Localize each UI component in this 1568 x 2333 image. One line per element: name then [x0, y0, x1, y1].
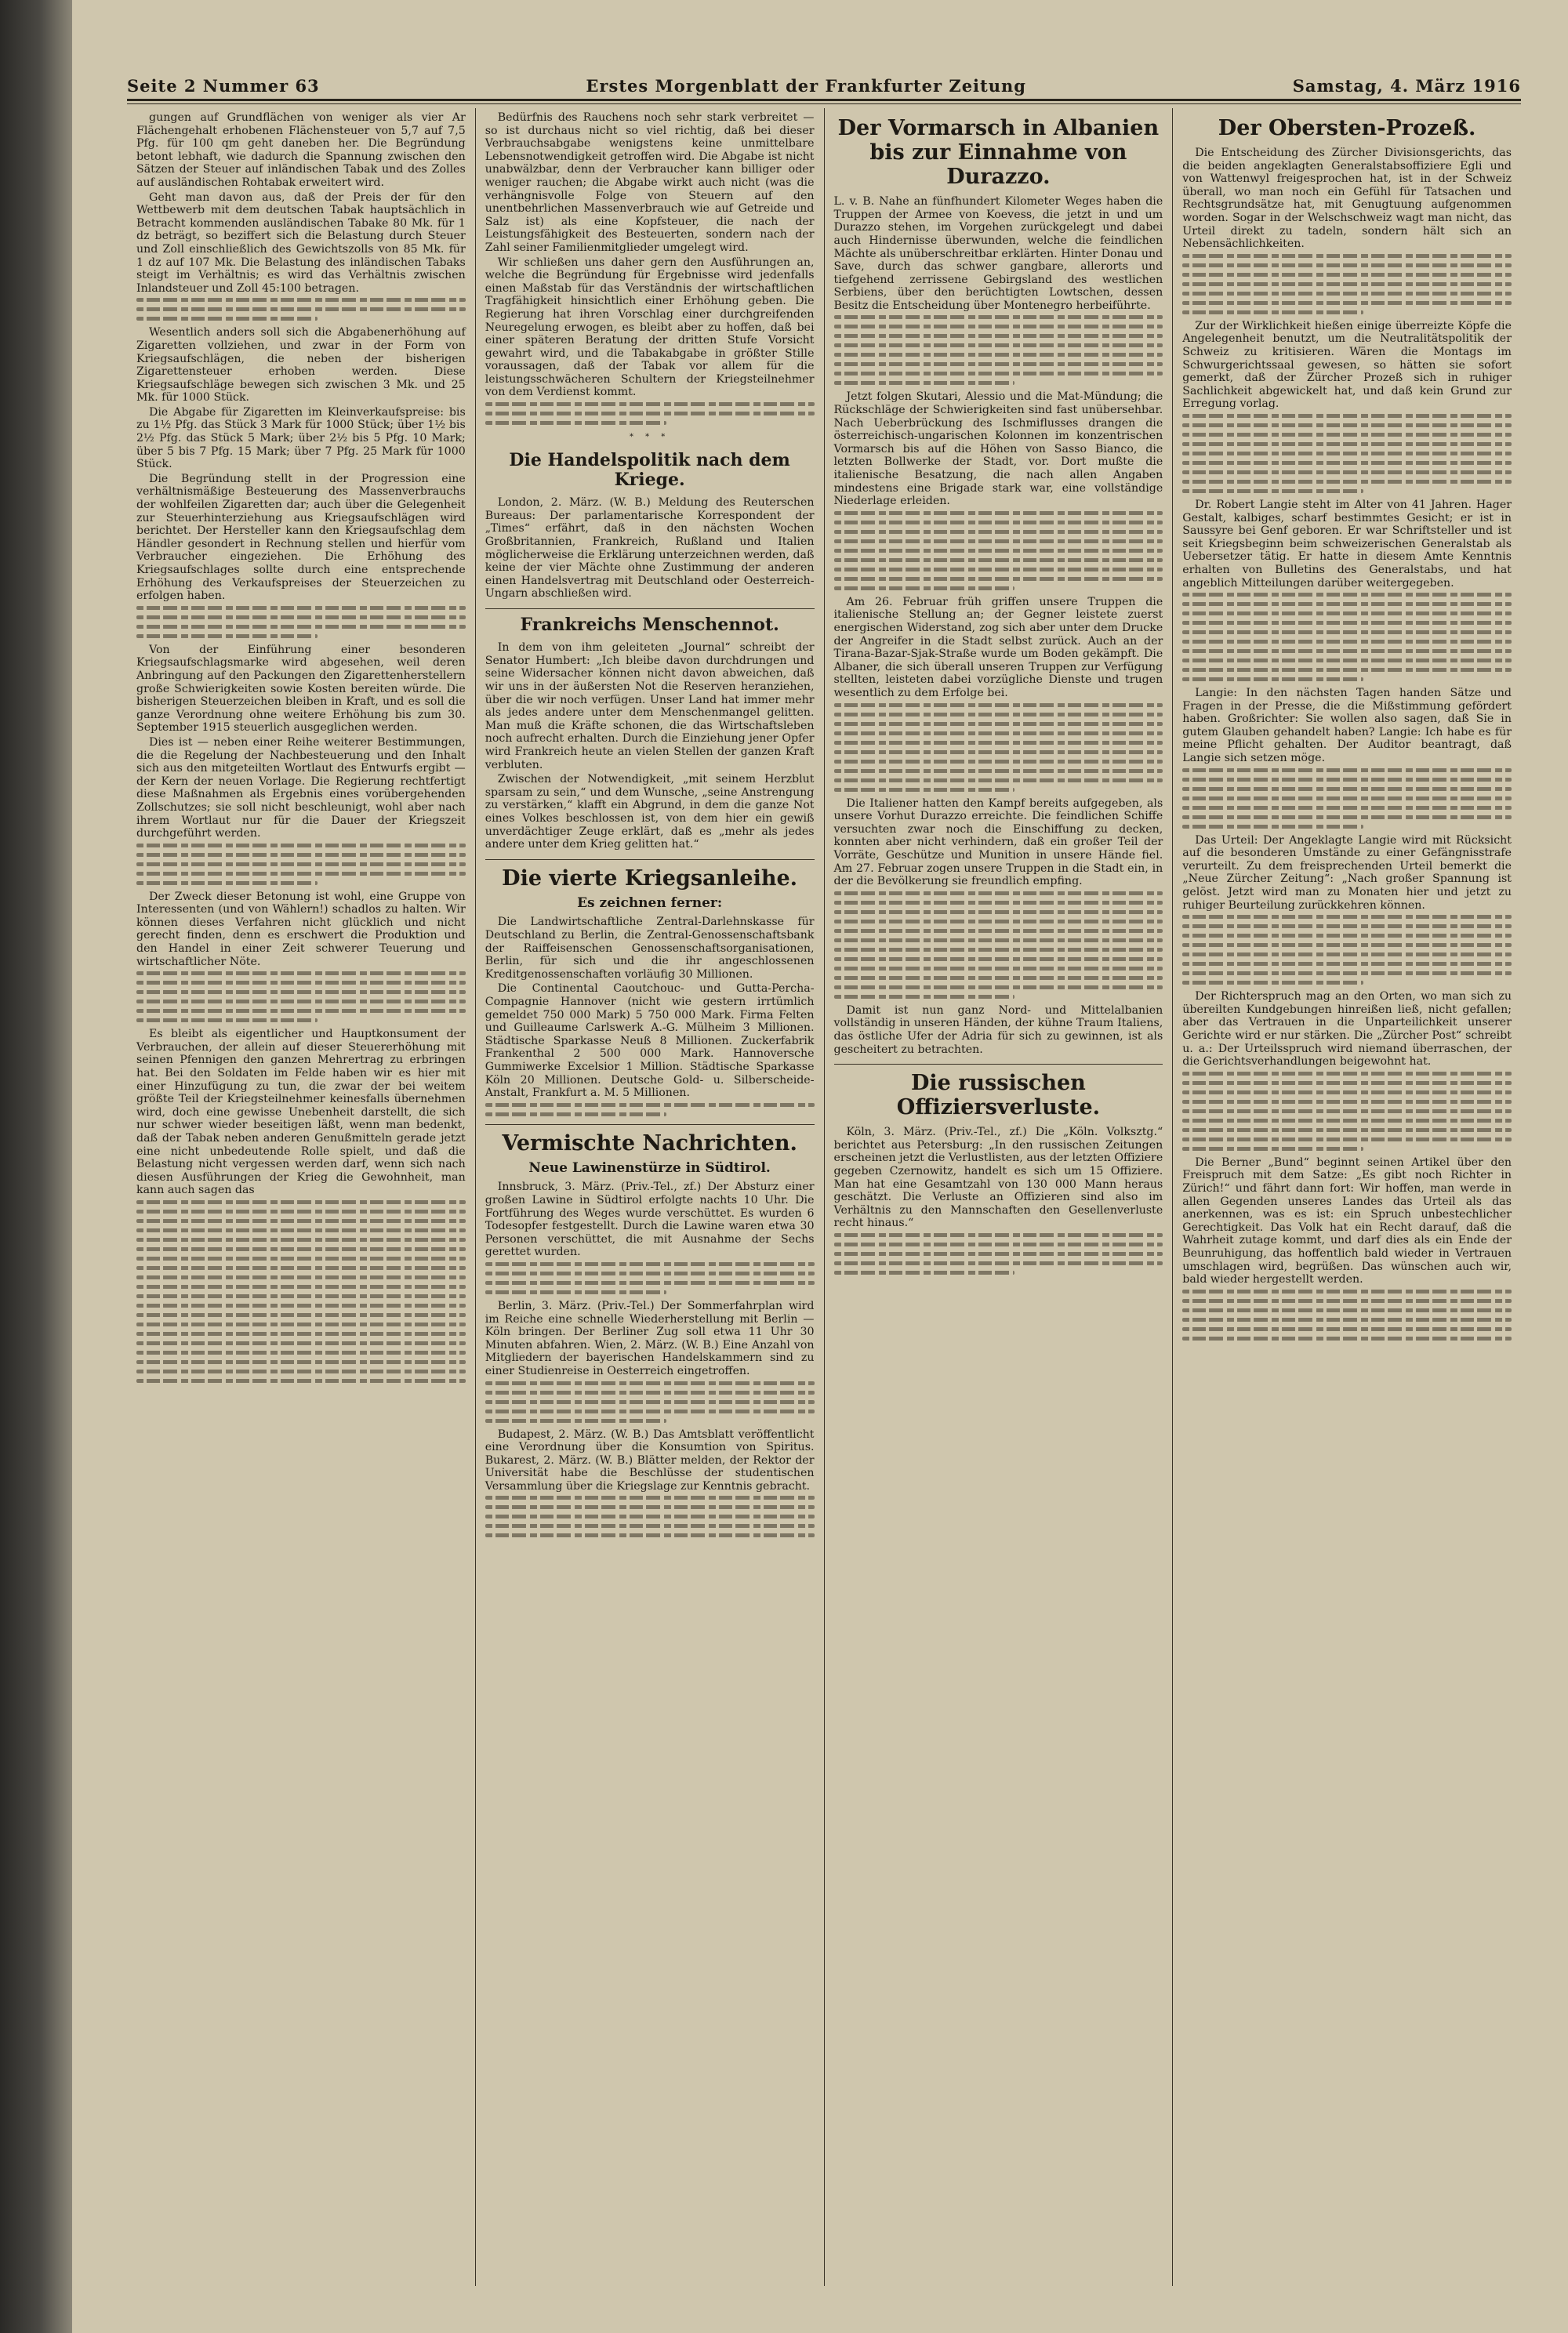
paragraph: Der Zweck dieser Betonung ist wohl, eine Gruppe von Interessenten (und von Wählern!) schadlos zu halten. Wir können dieses Verfahren nicht glücklich und nicht gerecht finden, denn es erschwert die Produktion und den Handel in einer Zeit schwerer Teuerung und wirtschaftlicher Nöte. [136, 890, 466, 968]
paragraph: Wesentlich anders soll sich die Abgabenerhöhung auf Zigaretten vollziehen, und zwar in der Form von Kriegsaufschlägen, die neben der bisherigen Zigarettensteuer erhoben werden. Diese Kriegsaufschläge bewegen sich zwischen 3 Mk. und 25 Mk. für 1000 Stück. [136, 326, 466, 405]
paragraph: Berlin, 3. März. (Priv.-Tel.) Der Sommerfahrplan wird im Reiche eine schnelle Wiederherstellung mit Berlin — Köln bringen. Der Berliner Zug soll etwa 11 Uhr 30 Minuten abfahren. Wien, 2. März. (W. B.) Eine Anzahl von Mitgliedern der bayerischen Handelskammern sind zu einer Studienreise in Oesterreich eingetroffen. [485, 1299, 815, 1377]
paragraph: Die Begründung stellt in der Progression eine verhältnismäßige Besteuerung des Massenverbrauchs der wohlfeilen Zigaretten dar; auch über die Gelegenheit zur Steuerhinterziehung aus Kriegsaufschlägen wird berichtet. Der Hersteller kann den Kriegsaufschlag dem Händler gesondert in Rechnung stellen und hierfür vom Verbraucher eingeziehen. Die Erhöhung des Kriegsaufschlages sollte durch eine entsprechende Erhöhung des Verkaufspreises der Steuerzeichen zu erfolgen haben. [136, 472, 466, 603]
paragraph: Bedürfnis des Rauchens noch sehr stark verbreitet — so ist durchaus nicht so viel richtig, daß bei dieser Verbrauchsabgabe wenigstens keine unmittelbare Lebensnotwendigkeit getroffen wird. Die Abgabe ist nicht unabwälzbar, denn der Verbraucher kann billiger oder weniger rauchen; die Abgabe wirkt auch nicht (was die verhängnisvolle Folge von Steuern auf den unentbehrlichen Massenverbrauch wie auf Getreide und Salz ist) als eine Kopfsteuer, die nach der Leistungsfähigkeit des Besteuerten, sondern nach der Zahl seiner Familienmitglieder umgelegt wird. [485, 111, 815, 254]
paragraph: Die Landwirtschaftliche Zentral-Darlehnskasse für Deutschland zu Berlin, die Zentral-Genossenschaftsbank der Raiffeisenschen Genossenschaftsorganisationen, Berlin, für sich und die ihr angeschlossenen Kreditgenossenschaften vorläufig 30 Millionen. [485, 916, 815, 981]
paragraph: In dem von ihm geleiteten „Journal“ schreibt der Senator Humbert: „Ich bleibe davon durchdrungen und seine Widersacher können nicht davon abweichen, daß wir uns in der äußersten Not die Reserven heranziehen, über die wir noch verfügen. Unser Land hat immer mehr als jedes andere unter dem Menschenmangel gelitten. Man muß die Kräfte schonen, die das Wirtschaftsleben noch aufrecht erhalten. Durch die Einziehung jener Opfer wird Frankreich heute an vielen Stellen der ganzen Kraft verbluten. [485, 641, 815, 771]
headline-albanien: Der Vormarsch in Albanien bis zur Einnahme von Durazzo. [837, 116, 1160, 190]
paragraph: Langie: In den nächsten Tagen handen Sätze und Fragen in der Presse, die die Mißstimmung gefördert haben. Großrichter: Sie wollen also sagen, daß Sie in gutem Glauben gehandelt haben? Langie: Ich habe es für meine Pflicht gehalten. Der Auditor beantragt, daß Langie sich setzen möge. [1182, 687, 1512, 765]
subheadline: Es zeichnen ferner: [577, 894, 723, 911]
column-layout [127, 108, 1521, 2286]
headline-obersten-prozess: Der Obersten-Prozeß. [1218, 116, 1476, 140]
paragraph: Die Entscheidung des Zürcher Divisionsgerichts, das die beiden angeklagten Generalstabsoffiziere Egli und von Wattenwyl freigesprochen hat, ist in der Schweiz überall, wo man noch ein Gefühl für Tatsachen und Rechtsgrundsätze hat, mit Genugtuung aufgenommen worden. Sogar in der Welschschweiz wagt man nicht, das Urteil direkt zu tadeln, sondern hält sich an Nebensächlichkeiten. [1182, 147, 1512, 251]
paragraph: Köln, 3. März. (Priv.-Tel., zf.) Die „Köln. Volksztg.“ berichtet aus Petersburg: „In den russischen Zeitungen erscheinen jetzt die Verlustlisten, aus der letzten Offiziere gegeben Czernowitz, handelt es sich um 15 Offiziere. Man hat eine Gesamtzahl von 130 000 Mann heraus geschätzt. Die Verluste an Offizieren sind also im Verhältnis zu den Mannschaften den Gesellenverluste recht hinaus.“ [833, 1126, 1163, 1230]
paragraph: Es bleibt als eigentlicher und Hauptkonsument der Verbrauchen, der allein auf dieser Steuererhöhung mit seinen Pfennigen den ganzen Mehrertrag zu erbringen hat. Bei den Soldaten im Felde haben wir es hier mit einer Hinzufügung zu tun, die zwar der bei weitem größte Teil der Kriegsteilnehmer keinesfalls übernehmen wird, doch eine gewisse Unebenheit darstellt, die sich nur schwer wieder beseitigen läßt, wenn man bedenkt, daß der Tabak neben anderen Genußmitteln gerade jetzt eine nicht unbedeutende Rolle spielt, und daß die Belastung nicht vergessen werden darf, wenn sich nach diesen Ausführungen der Krieg die Gewohnheit, man kann auch sagen das [136, 1028, 466, 1197]
header-rule [127, 99, 1521, 101]
paragraph: Wir schließen uns daher gern den Ausführungen an, welche die Begründung für Ergebnisse wird jedenfalls einen Maßstab für das Verständnis der wirtschaftlichen Tragfähigkeit hinsichtlich einer Erhöhung geben. Die Regierung hat ihren Vorschlag einer durchgreifenden Neuregelung erwogen, es bleibt aber zu hoffen, daß bei einer späteren Beratung der dritten Stufe Vorsicht gewahrt wird, und die Tabakabgabe in größter Stille voraussagen, daß der Tabak vor allem für die leistungsschwächeren Schultern der Kriegsteilnehmer von dem Verdienst kommt. [485, 256, 815, 399]
subheadline: Neue Lawinenstürze in Südtirol. [528, 1159, 771, 1176]
paragraph: Jetzt folgen Skutari, Alessio und die Mat-Mündung; die Rückschläge der Schwierigkeiten sind fast unübersehbar. Nach Ueberbrückung des Ischmiflusses drangen die österreichisch-ungarischen Kolonnen im konzentrischen Vormarsch bis auf die Höhen von Sasso Bianco, die letzten Bollwerke der Stadt, vor. Dort mußte die italienische Besatzung, die nach allen Angaben mindestens eine Brigade stark war, eine vollständige Niederlage erleiden. [833, 390, 1163, 508]
header-rule-thin [127, 103, 1521, 104]
headline-offiziersverluste: Die russischen Offiziersverluste. [896, 1071, 1101, 1120]
paragraph: L. v. B. Nahe an fünfhundert Kilometer Weges haben die Truppen der Armee von Koevess, die jetzt in und um Durazzo stehen, im Vorgehen zurückgelegt und dabei auch Hindernisse überwunden, welche die feindlichen Mächte als unüberschreitbar erklärten. Hinter Donau und Save, durch das schwer gangbare, allerorts und tiefgehend zerrissene Gebirgsland des westlichen Serbiens, über den berüchtigten Lowtschen, dessen Besitz die Entscheidung über Montenegro herbeiführte. [833, 195, 1163, 312]
headline-frankreich: Frankreichs Menschennot. [520, 615, 779, 635]
paragraph: Von der Einführung einer besonderen Kriegsaufschlagsmarke wird abgesehen, weil deren Anbringung auf den Packungen den Zigarettenherstellern große Schwierigkeiten sowie Kosten bereiten würde. Die bisherigen Steuerzeichen bleiben in Kraft, und es soll die ganze Verordnung ohne weitere Erhöhung bis zum 30. September 1915 steuerlich ausgeglichen werden. [136, 643, 466, 735]
book-binding-edge [0, 0, 72, 2333]
headline-handelspolitik: Die Handelspolitik nach dem Kriege. [509, 449, 790, 490]
paragraph: Innsbruck, 3. März. (Priv.-Tel., zf.) Der Absturz einer großen Lawine in Südtirol erfolgte nachts 10 Uhr. Die Fortführung des Weges wurde verschüttet. Es wurden 6 Todesopfer festgestellt. Durch die Lawine waren etwa 30 Personen verschüttet, die mit Ausnahme der Sechs gerettet wurden. [485, 1181, 815, 1259]
paragraph: Dies ist — neben einer Reihe weiterer Bestimmungen, die die Regelung der Nachbesteuerung und den Inhalt sich aus den mitgeteilten Wortlaut des Entwurfs ergibt — der Kern der neuen Vorlage. Die Regierung rechtfertigt diese Maßnahmen als Ergebnis eines vorübergehenden Zollschutzes; sie soll nicht beschleunigt, wohl aber nach ihrem Wortlaut nur für die Dauer der Kriegszeit durchgeführt werden. [136, 735, 466, 840]
paragraph: Die Italiener hatten den Kampf bereits aufgegeben, als unsere Vorhut Durazzo erreichte. Die feindlichen Schiffe versuchten zwar noch die Einschiffung zu decken, konnten aber nicht verhindern, daß ein großer Teil der Vorräte, Geschütze und Munition in unsere Hände fiel. Am 27. Februar zogen unsere Truppen in die Stadt ein, in der die Bevölkerung sie freundlich empfing. [833, 796, 1163, 888]
paragraph: gungen auf Grundflächen von weniger als vier Ar Flächengehalt erhobenen Flächensteuer von 5,7 auf 7,5 Pfg. für 100 qm geht daneben her. Die Begründung betont lebhaft, wie dadurch die Spannung zwischen den Sätzen der Steuer auf inländischen Tabak und des Zolles auf ausländischen Rohtabak erweitert wird. [136, 111, 466, 189]
newspaper-title: Erstes Morgenblatt der Frankfurter Zeitung [586, 76, 1026, 96]
paragraph: Die Continental Caoutchouc- und Gutta-Percha-Compagnie Hannover (nicht wie gestern irrtümlich gemeldet 750 000 Mark) 5 750 000 Mark. Firma Felten und Guilleaume Carlswerk A.-G. Mülheim 3 Millionen. Städtische Sparkasse Neuß 8 Millionen. Zuckerfabrik Frankenthal 2 500 000 Mark. Hannoversche Gummiwerke Excelsior 1 Million. Städtische Sparkasse Köln 20 Millionen. Deutsche Gold- u. Silberscheide-Anstalt, Frankfurt a. M. 5 Millionen. [485, 982, 815, 1100]
column-4 [1173, 108, 1521, 2286]
separator: * * * [629, 433, 670, 442]
column-3 [825, 108, 1174, 2286]
paragraph: Geht man davon aus, daß der Preis der für den Wettbewerb mit dem deutschen Tabak hauptsächlich in Betracht kommenden ausländischen Tabake 80 Mk. für 1 dz beträgt, so beziffert sich die Belastung durch Steuer und Zoll einschließlich des Gewichtszolls von 85 Mk. für 1 dz auf 107 Mk. Die Belastung des inländischen Tabaks steigt im Verhältnis; es wird das Verhältnis zwischen Inlandsteuer und Zoll 45:100 betragen. [136, 190, 466, 295]
paragraph: Die Berner „Bund“ beginnt seinen Artikel über den Freispruch mit dem Satze: „Es gibt noch Richter in Zürich!“ und fährt dann fort: Wir hoffen, man werde in allen Gegenden unseres Landes das Urteil als das anerkennen, was es ist: ein Spruch unbestechlicher Gerechtigkeit. Das Volk hat ein Recht darauf, daß die Wahrheit zutage kommt, und darf dies als ein Ende der Beunruhigung, das hoffentlich bald wieder in Vertrauen umschlagen wird, begrüßen. Das wünschen auch wir, bald wieder hergestellt werden. [1182, 1156, 1512, 1286]
newspaper-page [72, 0, 1568, 2333]
paragraph: Die Abgabe für Zigaretten im Kleinverkaufspreise: bis zu 1½ Pfg. das Stück 3 Mark für 1000 Stück; über 1½ bis 2½ Pfg. das Stück 5 Mark; über 2½ bis 5 Pfg. 10 Mark; über 5 bis 7 Pfg. 15 Mark; über 7 Pfg. 25 Mark für 1000 Stück. [136, 405, 466, 471]
paragraph: Das Urteil: Der Angeklagte Langie wird mit Rücksicht auf die besonderen Umstände zu einer Gefängnisstrafe verurteilt. Zu dem freisprechenden Urteil bemerkt die „Neue Zürcher Zeitung“: „Nach großer Spannung ist gelöst. Jetzt wird man zu Monaten hier und jetzt zu ruhiger Beurteilung zurückkehren können. [1182, 833, 1512, 912]
paragraph: Der Richterspruch mag an den Orten, wo man sich zu übereilten Kundgebungen hinreißen ließ, nicht gefallen; aber das Vertrauen in die Unparteilichkeit unserer Gerichte wird er nur stärken. Die „Zürcher Post“ schreibt u. a.: Der Urteilsspruch wird niemand überraschen, der die Gerichtsverhandlungen beigewohnt hat. [1182, 990, 1512, 1069]
column-2 [476, 108, 825, 2286]
paragraph: Dr. Robert Langie steht im Alter von 41 Jahren. Hager Gestalt, kalbiges, scharf bestimmtes Gesicht; er ist in Saussyre bei Genf geboren. Er war Schriftsteller und ist seit Kriegsbeginn beim schweizerischen Generalstab als Uebersetzer tätig. Er hatte in diesem Amte Kenntnis erhalten von Bulletins des Generalstabs, und hat angeblich Mitteilungen darüber weitergegeben. [1182, 498, 1512, 590]
page-header [127, 67, 1521, 96]
paragraph: Damit ist nun ganz Nord- und Mittelalbanien vollständig in unseren Händen, der kühne Traum Italiens, das östliche Ufer der Adria für sich zu gewinnen, ist als gescheitert zu betrachten. [833, 1003, 1163, 1056]
page-number: Seite 2 Nummer 63 [127, 76, 320, 96]
headline-vermischte: Vermischte Nachrichten. [502, 1130, 797, 1156]
paragraph: Zwischen der Notwendigkeit, „mit seinem Herzblut sparsam zu sein,“ und dem Wunsche, „seine Anstrengung zu verstärken,“ klafft ein Abgrund, in dem die ganze Not eines Volkes beschlossen ist, von dem hier ein gewiß unverdächtiger Zeuge erklärt, daß es „mehr als jedes andere unter dem Krieg gelitten hat.“ [485, 773, 815, 851]
issue-date: Samstag, 4. März 1916 [1292, 76, 1521, 96]
paragraph: Am 26. Februar früh griffen unsere Truppen die italienische Stellung an; der Gegner leistete zuerst energischen Widerstand, zog sich aber unter dem Drucke der Angreifer in die Stadt selbst zurück. Auch an der Tirana-Bazar-Sjak-Straße wurde um Boden gekämpft. Die Albaner, die sich überall unseren Truppen zur Verfügung stellten, leisteten dabei vorzügliche Dienste und trugen wesentlich zu dem Erfolge bei. [833, 595, 1163, 699]
paragraph: Zur der Wirklichkeit hießen einige überreizte Köpfe die Angelegenheit benutzt, um die Neutralitätspolitik der Schweiz zu kritisieren. Wären die Montags im Schwurgerichtssaal gewesen, so hätten sie sofort gemerkt, daß der Zürcher Prozeß sich in ruhiger Sachlichkeit abgewickelt hat, und daß kein Grund zur Erregung vorlag. [1182, 319, 1512, 411]
column-1 [127, 108, 476, 2286]
headline-kriegsanleihe: Die vierte Kriegsanleihe. [502, 865, 798, 891]
paragraph: Budapest, 2. März. (W. B.) Das Amtsblatt veröffentlicht eine Verordnung über die Konsumtion von Spiritus. Bukarest, 2. März. (W. B.) Blätter melden, der Rektor der Universität habe die Beschlüsse der studentischen Versammlung über die Kriegslage zur Kenntnis gebracht. [485, 1428, 815, 1493]
paragraph: London, 2. März. (W. B.) Meldung des Reuterschen Bureaus: Der parlamentarische Korrespondent der „Times“ erfährt, daß in den nächsten Wochen Großbritannien, Frankreich, Rußland und Italien möglicherweise die Erklärung unterzeichnen werden, daß keine der vier Mächte ohne Zustimmung der anderen einen Handelsvertrag mit Deutschland oder Oesterreich-Ungarn abschließen wird. [485, 496, 815, 600]
